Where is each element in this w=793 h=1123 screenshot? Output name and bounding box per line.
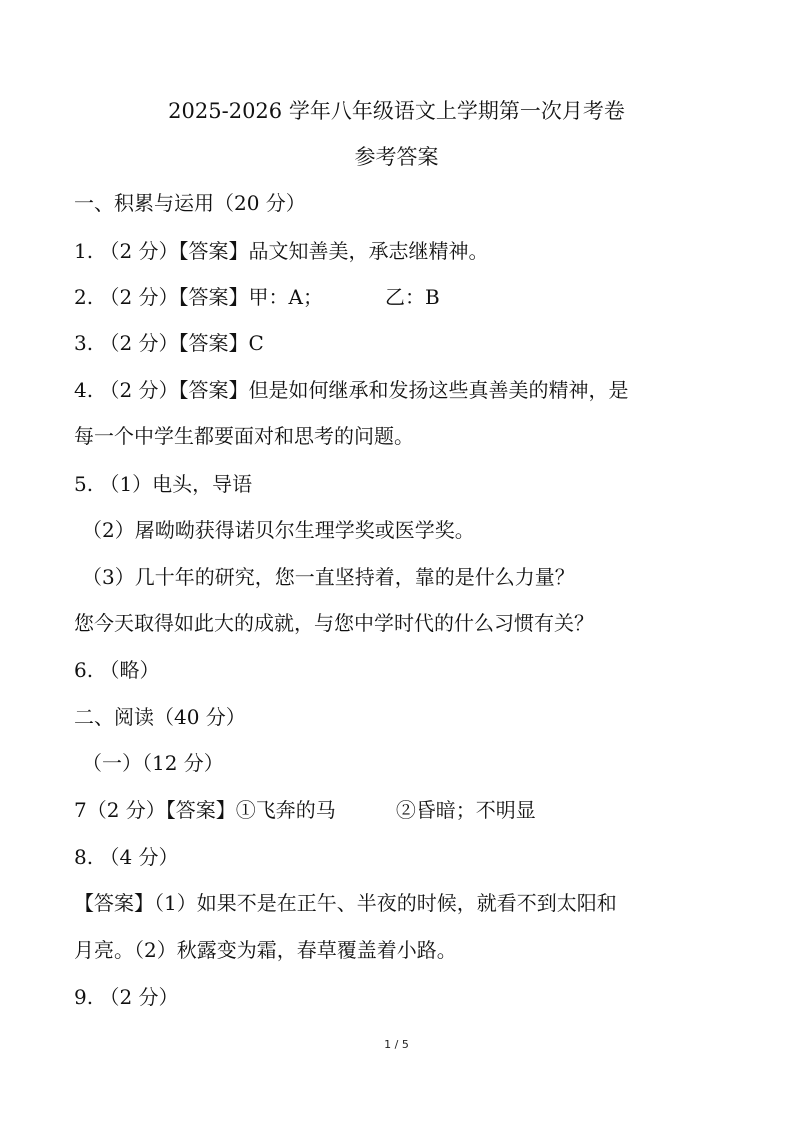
- answer-q8-line-2: 月亮。（2）秋露变为霜，春草覆盖着小路。: [74, 938, 457, 962]
- answer-q5-line-1: 5. （1）电头，导语: [74, 472, 253, 496]
- answer-q2: [74, 282, 440, 312]
- answer-q4-line-1: 4. （2 分）【答案】但是如何继承和发扬这些真善美的精神，是: [74, 378, 629, 402]
- answer-q6: 6. （略）: [74, 658, 160, 682]
- answer-q5-line-4: 您今天取得如此大的成就，与您中学时代的什么习惯有关？: [74, 611, 594, 635]
- answer-q5-line-2: （2）屠呦呦获得诺贝尔生理学奖或医学奖。: [82, 518, 475, 542]
- subsection-heading-one: （一）（12 分）: [82, 751, 224, 775]
- answer-q8-heading: 8. （4 分）: [74, 845, 179, 869]
- answer-q4-line-2: 每一个中学生都要面对和思考的问题。: [74, 424, 414, 448]
- page-number: 1 / 5: [384, 1038, 409, 1051]
- answer-q3: 3. （2 分）【答案】C: [74, 331, 264, 355]
- section-heading-accumulation: 一、积累与运用（20 分）: [74, 191, 306, 215]
- answer-q2-part-b: 乙：B: [384, 285, 440, 309]
- document-subtitle: 参考答案: [354, 145, 439, 169]
- answer-q7-part-b: ②昏暗；不明显: [395, 798, 536, 822]
- answer-q5-line-3: （3）几十年的研究，您一直坚持着，靠的是什么力量？: [82, 565, 575, 589]
- document-title: 2025-2026 学年八年级语文上学期第一次月考卷: [168, 99, 625, 123]
- answer-q8-line-1: 【答案】（1）如果不是在正午、半夜的时候，就看不到太阳和: [74, 891, 617, 915]
- answer-q1: 1. （2 分）【答案】品文知善美，承志继精神。: [74, 239, 489, 263]
- answer-q9-heading: 9. （2 分）: [74, 985, 179, 1009]
- answer-q7: [74, 795, 536, 825]
- answer-q2-part-a: 2. （2 分）【答案】甲：A；: [74, 285, 323, 309]
- answer-q7-part-a: 7（2 分）【答案】①飞奔的马: [74, 798, 336, 822]
- section-heading-reading: 二、阅读（40 分）: [74, 705, 246, 729]
